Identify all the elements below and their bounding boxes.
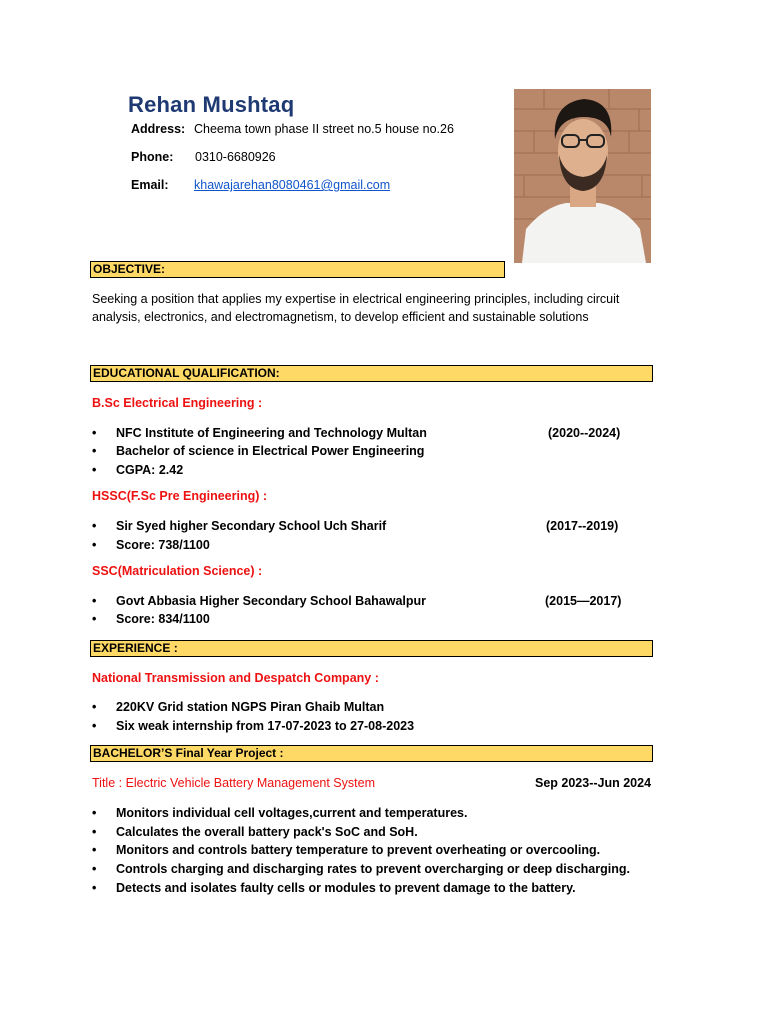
project-dates: Sep 2023--Jun 2024 [535, 776, 652, 790]
bullet-icon: • [92, 825, 97, 839]
objective-text: Seeking a position that applies my expertise in electrical engineering principles, including circuit analysis, electronics, and electromagnetism, to develop efficient and sustainable solutions [92, 292, 620, 324]
bullet-icon: • [92, 463, 97, 477]
list-item [92, 592, 426, 610]
address-value: Cheema town phase II street no.5 house no.26 [194, 122, 454, 136]
email-link[interactable]: khawajarehan8080461@gmail.com [194, 178, 391, 192]
list-item-text: Detects and isolates faulty cells or modules to prevent damage to the battery. [116, 881, 576, 895]
list-item-text: CGPA: 2.42 [116, 463, 184, 477]
bullet-icon: • [92, 612, 97, 626]
list-item [92, 717, 414, 735]
project-heading: BACHELOR’S Final Year Project : [90, 745, 653, 762]
list-item [92, 461, 183, 479]
degree-title-hssc: HSSC(F.Sc Pre Engineering) : [92, 489, 268, 503]
degree-years-hssc: (2017--2019) [546, 519, 619, 533]
bullet-icon: • [92, 843, 97, 857]
email-label: Email: [131, 178, 169, 192]
list-item-text: Monitors and controls battery temperature to prevent overheating or overcooling. [116, 843, 601, 857]
bullet-icon: • [92, 444, 97, 458]
address-label: Address: [131, 122, 186, 136]
list-item-text: Sir Syed higher Secondary School Uch Sharif [116, 519, 387, 533]
list-item-text: Score: 834/1100 [116, 612, 210, 626]
list-item [92, 823, 418, 841]
profile-photo [514, 89, 651, 263]
list-item-text: Monitors individual cell voltages,current and temperatures. [116, 806, 468, 820]
list-item [92, 841, 600, 859]
list-item [92, 698, 384, 716]
degree-years-bsc: (2020--2024) [548, 426, 621, 440]
company-name: National Transmission and Despatch Company : [92, 671, 379, 685]
bullet-icon: • [92, 862, 97, 876]
list-item-text: Bachelor of science in Electrical Power Engineering [116, 444, 425, 458]
candidate-name: Rehan Mushtaq [128, 92, 295, 117]
list-item-text: Govt Abbasia Higher Secondary School Bahawalpur [116, 594, 427, 608]
list-item-text: Controls charging and discharging rates to prevent overcharging or deep discharging. [116, 862, 630, 876]
list-item [92, 860, 630, 878]
bullet-icon: • [92, 538, 97, 552]
bullet-icon: • [92, 806, 97, 820]
list-item-text: Calculates the overall battery pack's SoC and SoH. [116, 825, 418, 839]
list-item [92, 804, 467, 822]
education-heading: EDUCATIONAL QUALIFICATION: [90, 365, 653, 382]
degree-years-ssc: (2015—2017) [545, 594, 622, 608]
project-title: Title : Electric Vehicle Battery Management System [92, 776, 375, 790]
list-item [92, 424, 427, 442]
degree-title-ssc: SSC(Matriculation Science) : [92, 564, 263, 578]
bullet-icon: • [92, 594, 97, 608]
list-item [92, 610, 210, 628]
bullet-icon: • [92, 881, 97, 895]
list-item [92, 536, 210, 554]
list-item-text: 220KV Grid station NGPS Piran Ghaib Multan [116, 700, 385, 714]
bullet-icon: • [92, 426, 97, 440]
list-item [92, 879, 576, 897]
experience-heading: EXPERIENCE : [90, 640, 653, 657]
degree-title-bsc: B.Sc Electrical Engineering : [92, 396, 263, 410]
list-item-text: NFC Institute of Engineering and Technology Multan [116, 426, 427, 440]
list-item-text: Six weak internship from 17-07-2023 to 27-08-2023 [116, 719, 415, 733]
bullet-icon: • [92, 519, 97, 533]
bullet-icon: • [92, 700, 97, 714]
phone-label: Phone: [131, 150, 174, 164]
phone-value: 0310-6680926 [195, 150, 276, 164]
bullet-icon: • [92, 719, 97, 733]
list-item [92, 517, 386, 535]
objective-heading: OBJECTIVE: [90, 261, 505, 278]
list-item [92, 442, 424, 460]
list-item-text: Score: 738/1100 [116, 538, 210, 552]
